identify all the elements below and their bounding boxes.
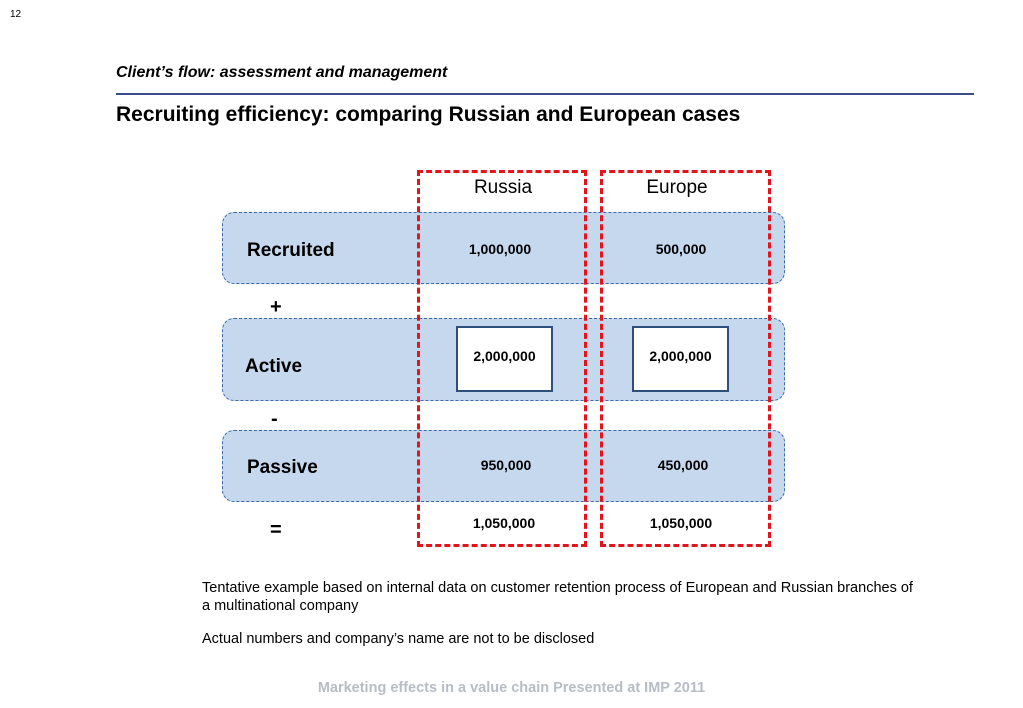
title-divider — [116, 93, 974, 95]
recruited-europe-value: 500,000 — [655, 241, 707, 257]
russia-column-header: Russia — [473, 177, 533, 198]
active-label: Active — [245, 356, 303, 377]
plus-operator: + — [270, 296, 282, 318]
note-tentative-example: Tentative example based on internal data on customer retention process of European and Russian branches of a multinational company — [202, 580, 913, 614]
europe-column-header: Europe — [646, 177, 708, 198]
recruited-label: Recruited — [247, 240, 335, 261]
minus-operator: - — [271, 408, 278, 430]
note-disclosure: Actual numbers and company’s name are not to be disclosed — [202, 631, 595, 647]
equals-operator: = — [270, 519, 282, 541]
page-number: 12 — [10, 9, 22, 20]
slide-title: Recruiting efficiency: comparing Russian and European cases — [116, 103, 741, 126]
passive-label: Passive — [247, 457, 318, 478]
passive-russia-value: 950,000 — [480, 457, 532, 473]
passive-europe-value: 450,000 — [657, 457, 709, 473]
active-russia-value: 2,000,000 — [456, 326, 553, 392]
recruited-russia-value: 1,000,000 — [468, 241, 532, 257]
section-title: Client’s flow: assessment and management — [116, 64, 448, 81]
result-russia-value: 1,050,000 — [472, 515, 536, 531]
active-europe-value: 2,000,000 — [632, 326, 729, 392]
slide-footer: Marketing effects in a value chain Presented at IMP 2011 — [317, 680, 706, 696]
result-europe-value: 1,050,000 — [649, 515, 713, 531]
